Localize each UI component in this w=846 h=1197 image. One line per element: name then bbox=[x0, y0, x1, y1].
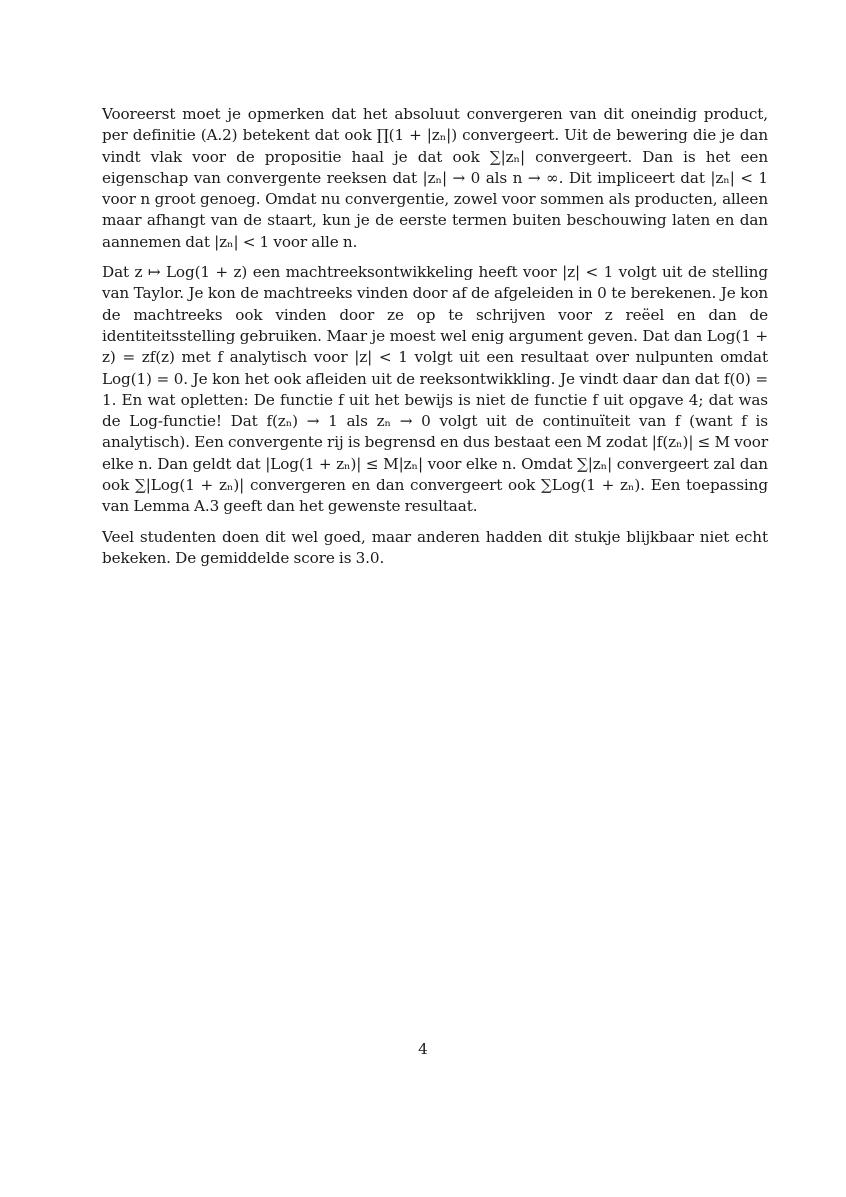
page-number: 4 bbox=[418, 1040, 428, 1058]
paragraph-score-summary: Veel studenten doen dit wel goed, maar anderen hadden dit stukje blijkbaar niet echt bekeken. De gemiddelde score is 3.0. bbox=[102, 527, 768, 567]
paragraph-log-expansion: Dat z ↦ Log(1 + z) een machtreeksontwikkeling heeft voor |z| < 1 volgt uit de stelling van Taylor. Je kon de machtreeks vinden door af de afgeleiden in 0 te berekenen. Je kon de machtreeks ook vinden door ze op te schrijven voor z reëel en dan de identiteitsstelling gebruiken. Maar je moest wel enig argument geven. Dat dan Log(1 + z) = zf(z) met f analytisch voor |z| < 1 volgt uit een resultaat over nulpunten omdat Log(1) = 0. Je kon het ook afleiden uit de reeksontwikkling. Je vindt daar dan dat f(0) = 1. En wat opletten: De functie f uit het bewijs is niet de functie f uit opgave 4; dat was de Log-functie! Dat f(zₙ) → 1 als zₙ → 0 volgt uit de continuïteit van f (want f is analytisch). Een convergente rij is begrensd en dus bestaat een M zodat |f(zₙ)| ≤ M voor elke n. Dan geldt dat |Log(1 + zₙ)| ≤ M|zₙ| voor elke n. Omdat ∑|zₙ| convergeert zal dan ook ∑|Log(1 + zₙ)| convergeren en dan convergeert ook ∑Log(1 + zₙ). Een toepassing van Lemma A.3 geeft dan het gewenste resultaat. bbox=[102, 263, 768, 516]
paragraph-convergence: Vooreerst moet je opmerken dat het absoluut convergeren van dit oneindig product, per definitie (A.2) betekent dat ook ∏(1 + |zₙ|) convergeert. Uit de bewering die je dan vindt vlak voor de propositie haal je dat ook ∑|zₙ| convergeert. Dan is het een eigenschap van convergente reeksen dat |zₙ| → 0 als n → ∞. Dit impliceert dat |zₙ| < 1 voor n groot genoeg. Omdat nu convergentie, zowel voor sommen als producten, alleen maar afhangt van de staart, kun je de eerste termen buiten beschouwing laten en dan aannemen dat |zₙ| < 1 voor alle n. bbox=[102, 105, 768, 251]
document-body bbox=[102, 104, 768, 578]
